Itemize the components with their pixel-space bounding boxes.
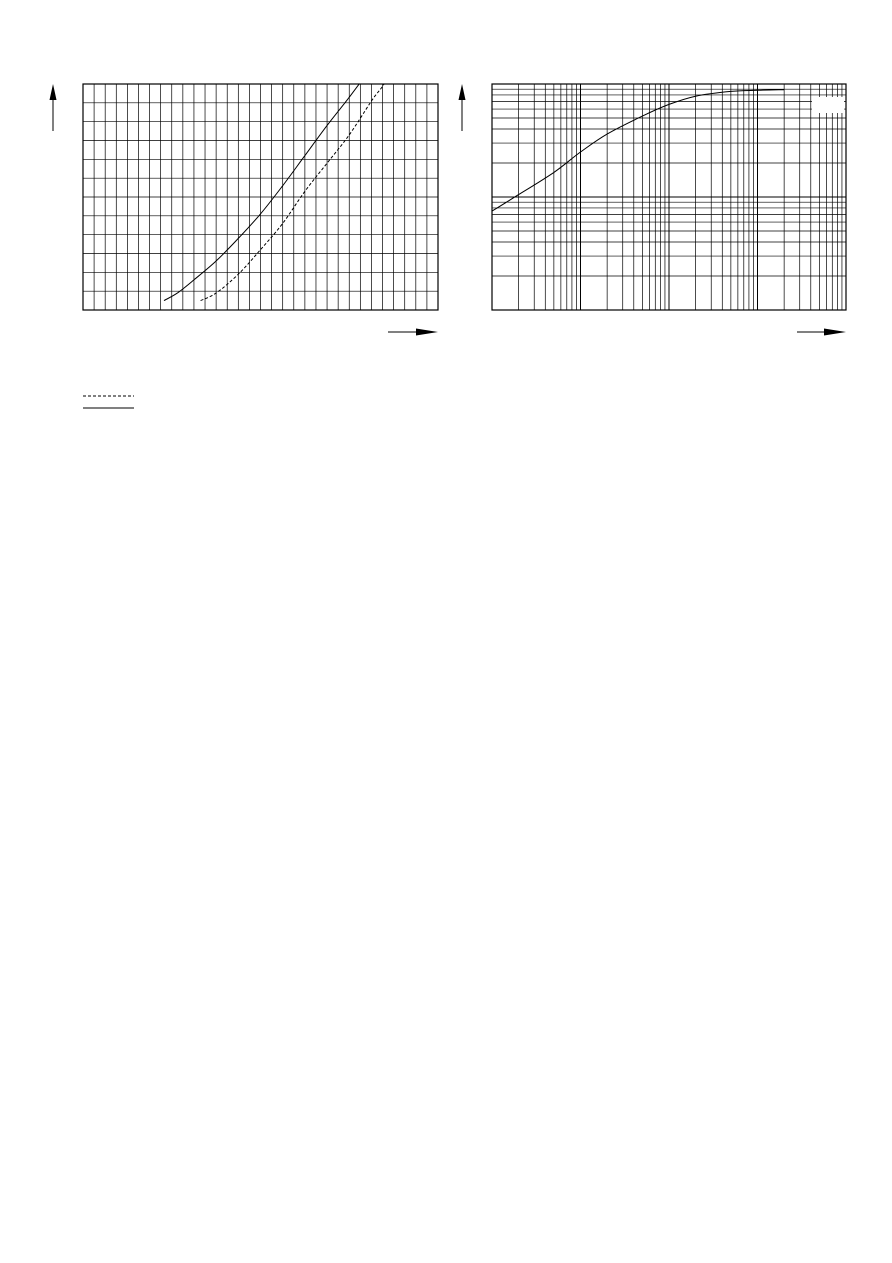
chart-2-series bbox=[492, 90, 784, 211]
chart-2-grid bbox=[492, 84, 846, 310]
chart-1-x-axis-arrow-icon bbox=[416, 329, 438, 336]
chart-2-series-1-solid-line bbox=[492, 90, 784, 211]
chart-1-legend bbox=[83, 396, 134, 408]
chart-1-grid bbox=[83, 84, 438, 310]
chart-1-series-2-dashed-line bbox=[201, 28, 405, 301]
chart-1-y-axis-arrow-icon bbox=[50, 84, 57, 100]
chart-1-series bbox=[164, 28, 405, 301]
chart-1-series-1-solid-line bbox=[164, 28, 398, 301]
chart-1 bbox=[50, 28, 439, 409]
chart-2-annotation-box bbox=[812, 97, 844, 113]
chart-2 bbox=[459, 84, 847, 336]
chart-2-x-axis-arrow-icon bbox=[824, 329, 846, 336]
chart-2-y-axis-arrow-icon bbox=[459, 84, 466, 100]
